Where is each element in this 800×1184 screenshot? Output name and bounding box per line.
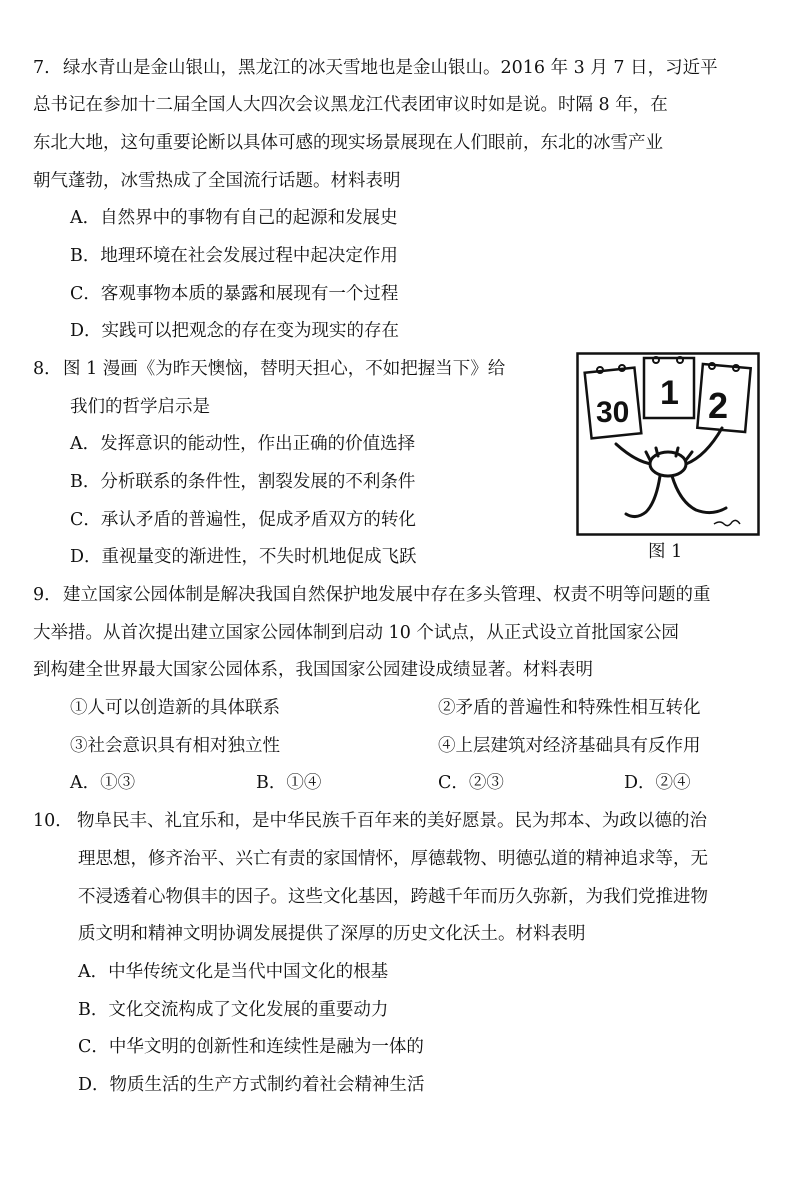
calendar-page-right: [697, 363, 750, 432]
q7-option-b[interactable]: B．地理环境在社会发展过程中起决定作用: [70, 246, 398, 266]
q9-statement-2: ②矛盾的普遍性和特殊性相互转化: [438, 698, 701, 718]
q8-option-a[interactable]: A．发挥意识的能动性，作出正确的价值选择: [70, 434, 416, 454]
q9-choice-d[interactable]: D．②④: [624, 773, 691, 793]
q10-option-d[interactable]: D．物质生活的生产方式制约着社会精神生活: [78, 1075, 425, 1095]
calendar-number-left: 30: [596, 396, 630, 429]
q7-number: 7.: [33, 58, 50, 78]
q8-stem-line-1: 8．图 1 漫画《为昨天懊恼，替明天担心，不如把握当下》给: [33, 359, 506, 379]
calendar-number-middle: 1: [660, 374, 679, 412]
q7-stem-line-4: 朝气蓬勃，冰雪热成了全国流行话题。材料表明: [33, 171, 401, 191]
cartoon-figure-icon: [576, 352, 760, 536]
q8-option-d[interactable]: D．重视量变的渐进性，不失时机地促成飞跃: [70, 547, 417, 567]
q10-option-a[interactable]: A．中华传统文化是当代中国文化的根基: [78, 962, 389, 982]
q7-stem-line-2: 总书记在参加十二届全国人大四次会议黑龙江代表团审议时如是说。时隔 8 年，在: [33, 95, 668, 115]
q10-stem-line-1: 10． 物阜民丰、礼宜乐和，是中华民族千百年来的美好愿景。民为邦本、为政以德的治: [33, 811, 707, 831]
calendar-page-left: [585, 365, 642, 438]
calendar-number-right: 2: [708, 385, 729, 426]
q7-stem-line-1: 7. 绿水青山是金山银山，黑龙江的冰天雪地也是金山银山。2016 年 3 月 7 日，习近平: [33, 58, 718, 78]
q9-choice-a[interactable]: A．①③: [70, 773, 136, 793]
q9-statement-1: ①人可以创造新的具体联系: [70, 698, 280, 718]
q10-stem-line-2: 理思想，修齐治平、兴亡有责的家国情怀，厚德载物、明德弘道的精神追求等，无: [78, 849, 708, 869]
q7-option-a[interactable]: A．自然界中的事物有自己的起源和发展史: [70, 208, 398, 228]
q8-option-b[interactable]: B．分析联系的条件性，割裂发展的不利条件: [70, 472, 416, 492]
q9-number: 9．: [33, 585, 62, 605]
q10-stem-line-3: 不浸透着心物俱丰的因子。这些文化基因，跨越千年而历久弥新，为我们党推进物: [78, 887, 708, 907]
q9-stem-line-2: 大举措。从首次提出建立国家公园体制到启动 10 个试点，从正式设立首批国家公园: [33, 623, 679, 643]
calendar-page-middle: [644, 357, 694, 418]
q9-stem-line-1: 9．建立国家公园体制是解决我国自然保护地发展中存在多头管理、权责不明等问题的重: [33, 585, 711, 605]
q7-option-d[interactable]: D．实践可以把观念的存在变为现实的存在: [70, 321, 400, 341]
q10-stem-line-4: 质文明和精神文明协调发展提供了深厚的历史文化沃土。材料表明: [78, 924, 586, 944]
q8-stem-line-2: 我们的哲学启示是: [70, 397, 210, 417]
q9-choice-b[interactable]: B．①④: [256, 773, 322, 793]
figure-1-cartoon: [576, 352, 760, 536]
q7-option-c[interactable]: C．客观事物本质的暴露和展现有一个过程: [70, 284, 399, 304]
q10-number: 10．: [33, 811, 73, 831]
q7-stem-line-3: 东北大地，这句重要论断以具体可感的现实场景展现在人们眼前，东北的冰雪产业: [33, 133, 663, 153]
q9-choice-c[interactable]: C．②③: [438, 773, 504, 793]
q8-number: 8．: [33, 359, 62, 379]
q10-option-b[interactable]: B．文化交流构成了文化发展的重要动力: [78, 1000, 389, 1020]
q8-option-c[interactable]: C．承认矛盾的普遍性，促成矛盾双方的转化: [70, 510, 416, 530]
q10-option-c[interactable]: C．中华文明的创新性和连续性是融为一体的: [78, 1037, 424, 1057]
q9-statement-4: ④上层建筑对经济基础具有反作用: [438, 736, 701, 756]
q9-statement-3: ③社会意识具有相对独立性: [70, 736, 280, 756]
figure-1-caption: 图 1: [648, 542, 683, 562]
q9-stem-line-3: 到构建全世界最大国家公园体系，我国国家公园建设成绩显著。材料表明: [33, 660, 593, 680]
